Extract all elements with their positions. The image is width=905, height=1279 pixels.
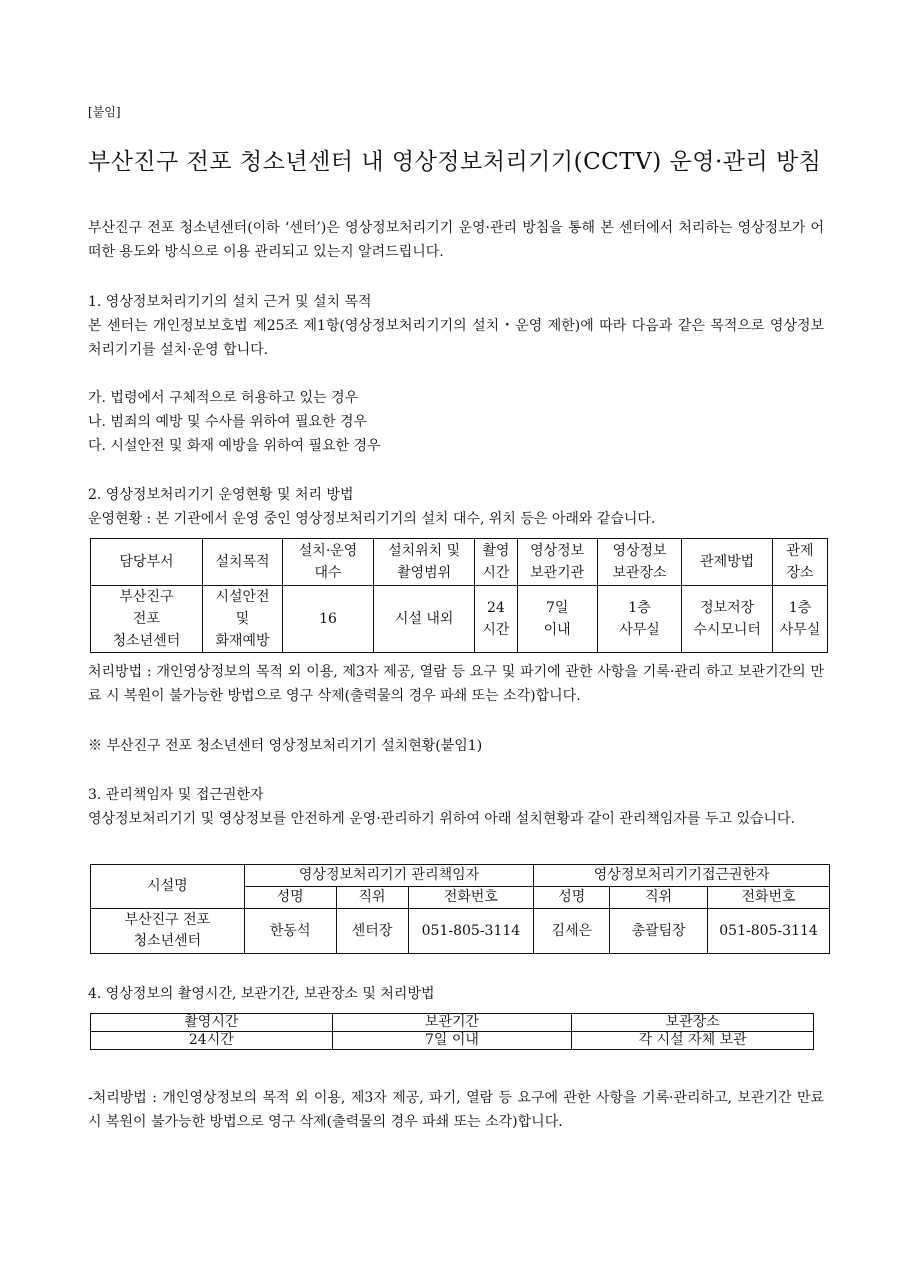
cell-text: 시설 내외 (394, 611, 454, 627)
header-cell-manager-name: 성명 (244, 887, 336, 909)
cell-text: 및 (235, 611, 250, 627)
cell-control-place (773, 586, 828, 653)
header-cell-retention (517, 539, 597, 586)
cell-time (475, 586, 517, 653)
section-3-heading: 3. 관리책임자 및 접근권한자 (88, 787, 264, 803)
header-text: 설치위치 및 (388, 543, 461, 559)
section-2-note: ※ 부산진구 전포 청소년센터 영상정보처리기기 설치현황(붙임1) (88, 738, 483, 754)
section-1-item-c: 다. 시설안전 및 화재 예방을 위하여 필요한 경우 (88, 438, 381, 454)
cell-location (373, 586, 474, 653)
section-4-process: -처리방법 : 개인영상정보의 목적 외 이용, 제3자 제공, 파기, 열람 등 요구에 관한 사항을 기록·관리하고, 보관기간 만료 시 복원이 불가능한 방법으로 영구 삭제(출력물의 경우 파쇄 또는 소각)합니다. (88, 1090, 824, 1130)
cell-text: 1층 (788, 600, 812, 616)
header-cell-storage (597, 539, 681, 586)
header-text: 대수 (314, 565, 342, 581)
section-2-process: 처리방법 : 개인영상정보의 목적 외 이용, 제3자 제공, 열람 등 요구 및 파기에 관한 사항을 기록·관리 하고 보관기간의 만료 시 복원이 불가능한 방법으로 영구 삭제(출력물의 경우 파쇄 또는 소각)합니다. (88, 664, 824, 704)
cell-retention (517, 586, 597, 653)
cell-text: 24 (487, 600, 505, 616)
cell-purpose (202, 586, 282, 653)
retention-table-header-row (91, 1014, 814, 1032)
cell-manager-name: 한동석 (244, 909, 336, 954)
cell-text: 16 (319, 611, 337, 627)
attachment-label: [붙임] (88, 105, 121, 119)
retention-table (90, 1013, 814, 1050)
header-text: 촬영범위 (397, 565, 452, 581)
header-text: 관제 (786, 543, 814, 559)
header-cell-shoot-time: 촬영시간 (91, 1014, 333, 1032)
header-cell-facility: 시설명 (91, 865, 245, 909)
cell-storage (597, 586, 681, 653)
cell-text: 사무실 (779, 622, 821, 638)
intro-paragraph: 부산진구 전포 청소년센터(이하 ‘센터’)은 영상정보처리기기 운영·관리 방침을 통해 본 센터에서 처리하는 영상정보가 어떠한 용도와 방식으로 이용 관리되고 있는지 알려드립니다. (88, 220, 824, 260)
header-cell-method (682, 539, 773, 586)
cell-facility-name (91, 909, 245, 954)
header-cell-manager-group: 영상정보처리기기 관리책임자 (244, 865, 534, 887)
header-cell-dept (91, 539, 203, 586)
section-4-heading: 4. 영상정보의 촬영시간, 보관기간, 보관장소 및 처리방법 (88, 986, 435, 1002)
cell-text: 부산진구 (119, 589, 174, 605)
section-1-heading: 1. 영상정보처리기기의 설치 근거 및 설치 목적 (88, 294, 372, 310)
cell-text: 청소년센터 (112, 633, 181, 649)
header-text: 담당부서 (119, 554, 174, 570)
section-2-heading: 2. 영상정보처리기기 운영현황 및 처리 방법 (88, 487, 354, 503)
manager-table (90, 864, 830, 954)
header-cell-storage-place: 보관장소 (572, 1014, 814, 1032)
cell-text: 정보저장 (700, 600, 755, 616)
header-cell-access-phone: 전화번호 (708, 887, 830, 909)
table-row (91, 909, 830, 954)
header-cell-manager-position: 직위 (336, 887, 408, 909)
section-1-item-b: 나. 범죄의 예방 및 수사를 위하여 필요한 경우 (88, 414, 368, 430)
header-cell-control-place (773, 539, 828, 586)
section-2-status: 운영현황 : 본 기관에서 운영 중인 영상정보처리기기의 설치 대수, 위치 등은 아래와 같습니다. (88, 511, 656, 527)
cell-text: 청소년센터 (133, 933, 202, 949)
cell-text: 7일 (545, 600, 569, 616)
header-text: 보관기관 (530, 565, 585, 581)
cell-text: 화재예방 (215, 633, 270, 649)
cell-text: 전포 (132, 611, 160, 627)
cell-text: 시간 (482, 622, 510, 638)
header-cell-time (475, 539, 517, 586)
header-text: 장소 (786, 565, 814, 581)
header-cell-location (373, 539, 474, 586)
header-cell-manager-phone: 전화번호 (408, 887, 534, 909)
cell-manager-position: 센터장 (336, 909, 408, 954)
header-cell-access-position: 직위 (610, 887, 708, 909)
header-text: 설치목적 (215, 554, 270, 570)
cell-count (283, 586, 374, 653)
header-cell-access-name: 성명 (534, 887, 610, 909)
header-cell-retention-period: 보관기간 (332, 1014, 572, 1032)
cell-text: 1층 (628, 600, 651, 616)
cctv-status-table (90, 538, 828, 653)
cell-access-phone: 051-805-3114 (708, 909, 830, 954)
table-row (91, 586, 828, 653)
header-cell-count (283, 539, 374, 586)
header-cell-access-group: 영상정보처리기기접근권한자 (534, 865, 830, 887)
section-1-body: 본 센터는 개인정보보호법 제25조 제1항(영상정보처리기기의 설치・운영 제한)에 따라 다음과 같은 목적으로 영상정보 처리기기를 설치·운영 합니다. (88, 318, 824, 358)
cell-shoot-time: 24시간 (91, 1032, 333, 1050)
cctv-table-header-row (91, 539, 828, 586)
section-3-body: 영상정보처리기기 및 영상정보를 안전하게 운영·관리하기 위하여 아래 설치현황과 같이 관리책임자를 두고 있습니다. (88, 811, 796, 827)
header-text: 촬영 (482, 543, 510, 559)
cell-text: 사무실 (619, 622, 660, 638)
header-text: 보관장소 (612, 565, 667, 581)
cell-access-name: 김세은 (534, 909, 610, 954)
header-cell-purpose (202, 539, 282, 586)
cell-access-position: 총괄팀장 (610, 909, 708, 954)
header-text: 관제방법 (700, 554, 755, 570)
manager-table-group-row (91, 865, 830, 887)
cell-text: 시설안전 (215, 589, 270, 605)
header-text: 영상정보 (530, 543, 585, 559)
cell-text: 이내 (543, 622, 571, 638)
table-row (91, 1032, 814, 1050)
cell-method (682, 586, 773, 653)
cell-dept (91, 586, 203, 653)
header-text: 설치·운영 (298, 543, 358, 559)
cell-text: 부산진구 전포 (124, 912, 211, 928)
section-1-item-a: 가. 법령에서 구체적으로 허용하고 있는 경우 (88, 390, 359, 406)
cell-retention-period: 7일 이내 (332, 1032, 572, 1050)
cell-text: 수시모니터 (693, 622, 761, 638)
cell-manager-phone: 051-805-3114 (408, 909, 534, 954)
header-text: 시간 (482, 565, 510, 581)
cell-storage-place: 각 시설 자체 보관 (572, 1032, 814, 1050)
header-text: 영상정보 (612, 543, 667, 559)
page-title: 부산진구 전포 청소년센터 내 영상정보처리기기(CCTV) 운영·관리 방침 (88, 149, 822, 175)
